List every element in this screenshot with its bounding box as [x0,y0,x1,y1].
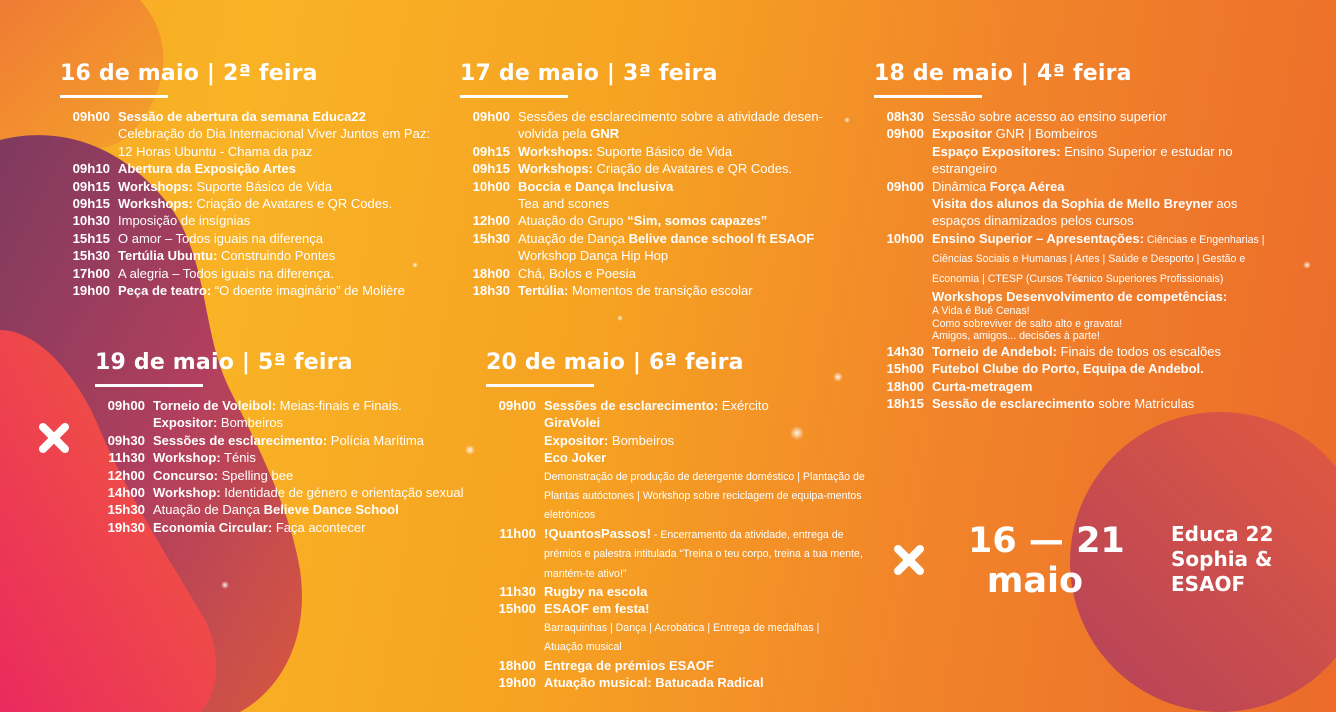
brand-line: ESAOF [1171,572,1246,596]
day-title: 16 de maio | 2ª feira [60,61,318,86]
schedule-row: 19h30 Economia Circular: Faça acontecer [107,519,366,535]
schedule-row: 09h00 Dinâmica Força Aérea [886,178,1065,194]
schedule-row: 15h30 Atuação de Dança Belive dance school ft ESAOF [472,230,815,246]
title-underline [95,384,203,387]
schedule-row: 10h00 Ensino Superior – Apresentações: Ciências e Engenharias | Ciências Sociais e Humanas | Artes | Saúde e Desporto | Gestão e Economia | CTESP (Cursos Técnico Superiores Profissionais) [886,230,1265,285]
day-column-16 [60,61,440,299]
schedule-row: 15h00 Futebol Clube do Porto, Equipa de Andebol. [886,361,1204,377]
schedule-row: 15h15 O amor – Todos iguais na diferença [72,230,323,246]
schedule-row: 18h15 Sessão de esclarecimento sobre Matrículas [886,395,1195,411]
schedule-row: 12h00 Concurso: Spelling bee [107,467,294,483]
schedule-row: 09h10 Abertura da Exposição Artes [72,161,296,177]
schedule-row: 11h30 Rugby na escola [499,584,648,600]
day-title: 17 de maio | 3ª feira [460,61,718,86]
schedule-row: 15h30 Tertúlia Ubuntu: Construindo Pontes [72,248,336,264]
schedule-row: Visita dos alunos da Sophia de Mello Breyner aos espaços dinamizados pelos cursos [932,196,1238,229]
day-title: 19 de maio | 5ª feira [95,350,353,375]
schedule-row: 09h15 Workshops: Criação de Avatares e QR Codes. [472,161,793,177]
schedule-row: 17h00 A alegria – Todos iguais na diferença. [72,265,334,281]
schedule-row: Expositor: Bombeiros [544,432,675,448]
schedule-row: 18h00 Chá, Bolos e Poesia [472,265,636,281]
schedule-row: 09h15 Workshops: Criação de Avatares e QR Codes. [72,196,393,212]
schedule-row: 15h00 ESAOF em festa! [498,601,650,617]
brand-line: Educa 22 [1171,522,1274,546]
title-underline [874,95,982,98]
schedule-row: Workshops Desenvolvimento de competências: A Vida é Bué Cenas! Como sobreviver de salto alto e gravata! Amigos, amigos... decisões à parte! [932,289,1228,343]
schedule-row: Expositor: Bombeiros [153,415,284,431]
day-column-18 [874,61,1284,412]
cross-icon [893,544,925,576]
schedule-row: Demonstração de produção de detergente doméstico | Plantação de Plantas autóctones | Workshop sobre reciclagem de equipa-mentos eletrónicos [544,470,865,522]
schedule-row: Eco Joker [544,450,607,466]
day-title: 20 de maio | 6ª feira [486,350,744,375]
schedule-row: Barraquinhas | Dança | Acrobática | Entrega de medalhas | Atuação musical [544,621,820,654]
title-underline [60,95,168,98]
date-range: 16 — 21 [968,521,1125,561]
schedule-row: Tea and scones [518,196,610,212]
schedule-row: 19h00 Atuação musical: Batucada Radical [498,675,764,691]
schedule-row: Workshop Dança Hip Hop [518,248,669,264]
schedule-row: 11h30 Workshop: Ténis [108,450,256,466]
schedule-row: 09h00 Sessões de esclarecimento: Exército [498,398,769,413]
schedule-row: Celebração do Dia Internacional Viver Juntos em Paz: 12 Horas Ubuntu - Chama da paz [118,126,430,159]
schedule-row: GiraVolei [544,415,601,431]
schedule-row: 19h00 Peça de teatro: “O doente imaginário” de Molière [72,283,405,299]
title-underline [486,384,594,387]
date-month: maio [986,561,1084,601]
schedule-row: 09h00 Sessão de abertura da semana Educa22 [72,109,366,124]
schedule-row: 09h15 Workshops: Suporte Básico de Vida [72,178,333,194]
day-column-17 [460,61,855,299]
schedule-row: 15h30 Atuação de Dança Believe Dance School [107,502,399,518]
title-underline [460,95,568,98]
cross-icon [38,422,70,454]
schedule-row: 14h30 Torneio de Andebol: Finais de todos os escalões [886,343,1221,359]
day-title: 18 de maio | 4ª feira [874,61,1132,86]
schedule-row: 18h30 Tertúlia: Momentos de transição escolar [472,283,753,299]
brand-line: Sophia & [1171,547,1273,571]
schedule-row: 11h00 !QuantosPassos! - Encerramento da atividade, entrega de prémios e palestra intitulada “Treina o teu corpo, treina a tua mente, mantém-te ativo!” [499,525,863,580]
schedule-row: 09h00 Torneio de Voleibol: Meias-finais e Finais. [107,398,402,413]
schedule-row: 12h00 Atuação do Grupo “Sim, somos capazes” [472,213,768,229]
schedule-row: 18h00 Entrega de prémios ESAOF [498,657,714,673]
schedule-row: 09h30 Sessões de esclarecimento: Polícia Marítima [107,432,424,448]
schedule-row: 18h00 Curta-metragem [886,378,1033,394]
schedule-row: Espaço Expositores: Ensino Superior e estudar no estrangeiro [932,143,1233,177]
schedule-row: 14h00 Workshop: Identidade de género e orientação sexual [107,485,464,501]
schedule-row: 10h30 Imposição de insígnias [72,213,251,229]
day-column-20 [486,350,886,692]
schedule-row: 10h00 Boccia e Dança Inclusiva [472,178,674,194]
day-column-19 [95,350,495,536]
event-dates [968,521,1125,601]
schedule-row: 09h00 Expositor GNR | Bombeiros [886,126,1098,142]
schedule-row: 08h30 Sessão sobre acesso ao ensino superior [886,109,1167,124]
brand-block [1171,522,1273,597]
schedule-row: 09h00 Sessões de esclarecimento sobre a atividade desen-volvida pela GNR [472,109,823,142]
schedule-row: 09h15 Workshops: Suporte Básico de Vida [472,143,733,159]
